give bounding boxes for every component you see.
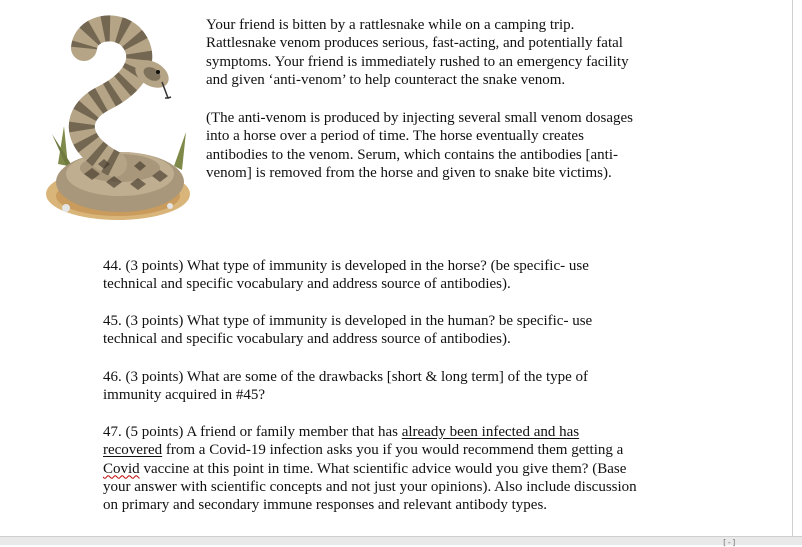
question-46 bbox=[103, 368, 703, 405]
scenario-line: Your friend is bitten by a rattlesnake while on a camping trip. bbox=[206, 17, 575, 33]
antivenom-line: into a horse over a period of time. The horse eventually creates bbox=[206, 128, 584, 145]
antivenom-line: antibodies to the venom. Serum, which contains the antibodies [anti- bbox=[206, 146, 618, 163]
question-line: immunity acquired in #45? bbox=[103, 387, 266, 404]
question-text: vaccine at this point in time. What scientific advice would you give them? (Base bbox=[139, 460, 627, 477]
antivenom-line: venom] is removed from the horse and given to snake bite victims). bbox=[206, 164, 612, 181]
question-47 bbox=[103, 423, 703, 514]
question-line: 46. (3 points) What are some of the drawbacks [short & long term] of the type of bbox=[103, 369, 589, 385]
antivenom-paragraph bbox=[206, 109, 676, 182]
page-footer-mark: [-] bbox=[722, 538, 737, 547]
question-text: 47. (5 points) A friend or family member that has bbox=[103, 424, 402, 440]
scenario-line: Rattlesnake venom produces serious, fast-acting, and potentially fatal bbox=[206, 35, 623, 52]
underlined-phrase: already been infected and has bbox=[401, 424, 580, 440]
spellcheck-flagged-word[interactable]: Covid bbox=[103, 460, 140, 477]
question-text: from a Covid-19 infection asks you if you would recommend them getting a bbox=[162, 442, 624, 459]
question-text: your answer with scientific concepts and not just your opinions). Also include discussion bbox=[103, 478, 637, 495]
question-line: technical and specific vocabulary and address source of antibodies). bbox=[103, 276, 511, 293]
underlined-phrase: recovered bbox=[103, 442, 163, 459]
scenario-paragraph bbox=[206, 16, 676, 89]
question-45 bbox=[103, 312, 703, 349]
question-text: on primary and secondary immune responses and relevant antibody types. bbox=[103, 497, 548, 514]
rattlesnake-illustration bbox=[44, 14, 198, 224]
question-44 bbox=[103, 257, 703, 294]
scenario-line: symptoms. Your friend is immediately rushed to an emergency facility bbox=[206, 53, 629, 70]
question-line: 45. (3 points) What type of immunity is developed in the human? be specific- use bbox=[103, 313, 593, 329]
scenario-line: and given ‘anti-venom’ to help counteract the snake venom. bbox=[206, 71, 566, 88]
question-line: 44. (3 points) What type of immunity is developed in the horse? (be specific- use bbox=[103, 258, 589, 274]
antivenom-line: (The anti-venom is produced by injecting several small venom dosages bbox=[206, 110, 633, 126]
page-edge bbox=[792, 0, 793, 540]
question-line: technical and specific vocabulary and address source of antibodies). bbox=[103, 331, 511, 348]
